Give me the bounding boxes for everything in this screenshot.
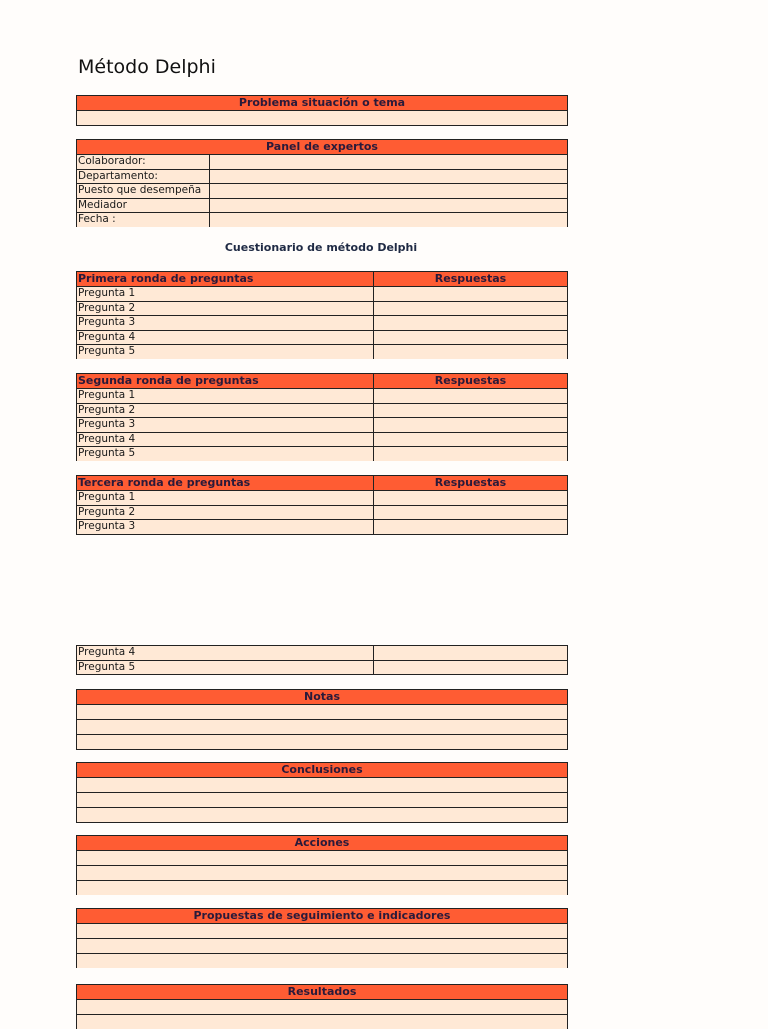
pregunta-row (77, 345, 567, 359)
conclusiones-row[interactable] (77, 793, 567, 808)
acciones-row[interactable] (77, 851, 567, 866)
field-value[interactable] (210, 170, 567, 184)
field-value[interactable] (210, 213, 567, 227)
ronda-header (77, 373, 567, 389)
ronda-title: Segunda ronda de preguntas (77, 374, 374, 388)
propuestas-row[interactable] (77, 939, 567, 954)
resultados-header: Resultados (77, 984, 567, 1000)
pregunta-label: Pregunta 2 (77, 302, 374, 316)
pregunta-row (77, 389, 567, 404)
pregunta-label: Pregunta 4 (77, 646, 374, 660)
respuesta-cell[interactable] (374, 287, 567, 301)
field-label: Puesto que desempeña (77, 184, 210, 198)
pregunta-row (77, 646, 567, 661)
pregunta-label: Pregunta 4 (77, 433, 374, 447)
respuesta-cell[interactable] (374, 418, 567, 432)
pregunta-row (77, 331, 567, 346)
respuesta-cell[interactable] (374, 646, 567, 660)
problema-table (76, 95, 568, 126)
pregunta-row (77, 491, 567, 506)
pregunta-label: Pregunta 2 (77, 506, 374, 520)
respuesta-cell[interactable] (374, 389, 567, 403)
acciones-header: Acciones (77, 835, 567, 851)
ronda-2-table (76, 373, 568, 461)
pregunta-row (77, 287, 567, 302)
pregunta-row (77, 447, 567, 461)
respuesta-cell[interactable] (374, 316, 567, 330)
pregunta-label: Pregunta 5 (77, 447, 374, 461)
problema-input-row[interactable] (77, 111, 567, 126)
respuesta-cell[interactable] (374, 302, 567, 316)
field-label: Mediador (77, 199, 210, 213)
respuesta-cell[interactable] (374, 433, 567, 447)
pregunta-label: Pregunta 3 (77, 418, 374, 432)
conclusiones-row[interactable] (77, 808, 567, 823)
ronda-3-continuation (76, 645, 568, 675)
propuestas-row[interactable] (77, 924, 567, 939)
respuesta-cell[interactable] (374, 447, 567, 461)
panel-header: Panel de expertos (77, 139, 567, 155)
ronda-title: Tercera ronda de preguntas (77, 476, 374, 490)
notas-row[interactable] (77, 720, 567, 735)
conclusiones-table (76, 762, 568, 823)
pregunta-row (77, 418, 567, 433)
panel-expertos-table (76, 139, 568, 227)
pregunta-row (77, 404, 567, 419)
respuestas-header: Respuestas (434, 374, 507, 387)
pregunta-label: Pregunta 5 (77, 345, 374, 359)
resultados-table (76, 984, 568, 1029)
ronda-title: Primera ronda de preguntas (77, 272, 374, 286)
respuesta-cell[interactable] (374, 331, 567, 345)
pregunta-row (77, 433, 567, 448)
respuestas-header: Respuestas (434, 476, 507, 489)
field-label: Colaborador: (77, 155, 210, 169)
pregunta-row (77, 520, 567, 535)
respuesta-cell[interactable] (374, 345, 567, 359)
respuestas-header: Respuestas (434, 272, 507, 285)
notas-row[interactable] (77, 705, 567, 720)
pregunta-label: Pregunta 3 (77, 520, 374, 534)
notas-row[interactable] (77, 735, 567, 750)
pregunta-row (77, 316, 567, 331)
page-title: Método Delphi (78, 56, 216, 78)
field-value[interactable] (210, 155, 567, 169)
pregunta-label: Pregunta 5 (77, 661, 374, 675)
ronda-3-table (76, 475, 568, 535)
notas-header: Notas (77, 689, 567, 705)
pregunta-row (77, 506, 567, 521)
conclusiones-row[interactable] (77, 778, 567, 793)
pregunta-label: Pregunta 2 (77, 404, 374, 418)
acciones-table (76, 835, 568, 895)
ronda-header (77, 475, 567, 491)
resultados-row[interactable] (77, 1000, 567, 1015)
pregunta-row (77, 302, 567, 317)
panel-row-colaborador (77, 155, 567, 170)
propuestas-row[interactable] (77, 954, 567, 968)
panel-row-mediador (77, 199, 567, 214)
field-value[interactable] (210, 184, 567, 198)
pregunta-label: Pregunta 1 (77, 389, 374, 403)
resultados-row[interactable] (77, 1015, 567, 1029)
respuesta-cell[interactable] (374, 506, 567, 520)
respuesta-cell[interactable] (374, 661, 567, 675)
conclusiones-header: Conclusiones (77, 762, 567, 778)
respuesta-cell[interactable] (374, 404, 567, 418)
ronda-header (77, 271, 567, 287)
ronda-1-table (76, 271, 568, 359)
pregunta-label: Pregunta 1 (77, 287, 374, 301)
propuestas-header: Propuestas de seguimiento e indicadores (77, 908, 567, 924)
panel-row-puesto (77, 184, 567, 199)
field-label: Fecha : (77, 213, 210, 227)
field-value[interactable] (210, 199, 567, 213)
field-label: Departamento: (77, 170, 210, 184)
pregunta-label: Pregunta 1 (77, 491, 374, 505)
acciones-row[interactable] (77, 881, 567, 895)
notas-table (76, 689, 568, 750)
problema-header: Problema situación o tema (77, 95, 567, 111)
panel-row-fecha (77, 213, 567, 227)
respuesta-cell[interactable] (374, 491, 567, 505)
panel-row-departamento (77, 170, 567, 185)
pregunta-label: Pregunta 4 (77, 331, 374, 345)
pregunta-row (77, 661, 567, 676)
respuesta-cell[interactable] (374, 520, 567, 534)
acciones-row[interactable] (77, 866, 567, 881)
cuestionario-title: Cuestionario de método Delphi (224, 241, 418, 254)
pregunta-label: Pregunta 3 (77, 316, 374, 330)
propuestas-table (76, 908, 568, 968)
